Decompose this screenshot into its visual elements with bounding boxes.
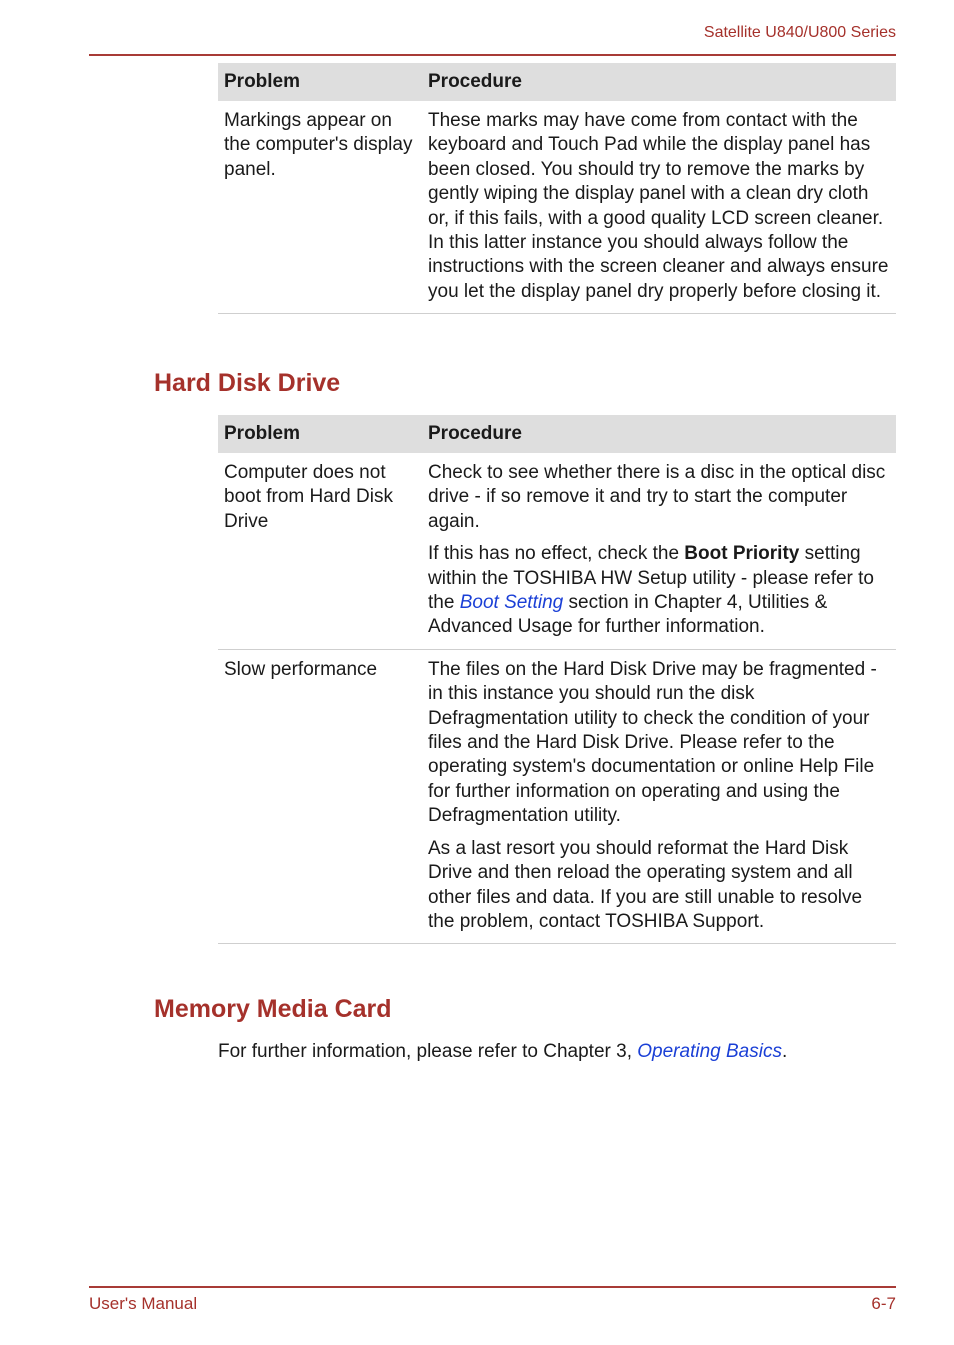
hard-disk-problem-table — [218, 415, 896, 944]
text-run: If this has no effect, check the — [428, 543, 685, 565]
text-run: section in Chapter 4, Utilities & Advanced Usage for further information. — [428, 592, 828, 638]
problem-cell: Computer does not boot from Hard Disk Drive — [218, 453, 422, 649]
table-row — [218, 101, 896, 314]
running-header-title: Satellite U840/U800 Series — [703, 24, 896, 41]
procedure-paragraph: As a last resort you should reformat the Hard Disk Drive and then reload the operating system and all other files and data. If you are still unable to resolve the problem, contact TOSHIBA Support. — [428, 837, 863, 932]
boot-setting-link[interactable]: Boot Setting — [459, 592, 564, 614]
table-header-row — [218, 415, 896, 453]
procedure-cell: These marks may have come from contact with the keyboard and Touch Pad while the display panel has been closed. You should try to remove the marks by gently wiping the display panel with a clean dry cloth or, if this fails, with a good quality LCD screen cleaner. In this latter instance you should always follow the instructions with the screen cleaner and always ensure you let the display panel dry properly before closing it. — [422, 101, 896, 314]
procedure-paragraph — [428, 542, 890, 640]
procedure-cell — [422, 453, 896, 649]
text-run: . — [781, 1041, 788, 1062]
operating-basics-link[interactable]: Operating Basics — [637, 1041, 782, 1062]
table-row — [218, 649, 896, 943]
display-problem-table — [218, 63, 896, 314]
column-header-problem: Problem — [218, 63, 422, 101]
procedure-cell — [422, 649, 896, 943]
table-header-row — [218, 63, 896, 101]
column-header-procedure: Procedure — [422, 63, 896, 101]
column-header-problem: Problem — [218, 415, 422, 453]
section-heading-hard-disk-drive: Hard Disk Drive — [154, 369, 341, 397]
footer-page-number: 6-7 — [871, 1294, 896, 1313]
header-rule — [89, 54, 896, 56]
table-row — [218, 453, 896, 649]
problem-cell: Slow performance — [218, 649, 422, 943]
bold-term-boot-priority: Boot Priority — [684, 543, 800, 565]
section-heading-memory-media-card: Memory Media Card — [154, 995, 392, 1023]
footer-manual-title: User's Manual — [89, 1294, 198, 1313]
text-run: For further information, please refer to Chapter 3, — [218, 1041, 638, 1062]
column-header-procedure: Procedure — [422, 415, 896, 453]
procedure-paragraph: Check to see whether there is a disc in the optical disc drive - if so remove it and try to start the computer again. — [428, 462, 886, 532]
text-run: setting within the TOSHIBA HW Setup utility - please refer to the — [428, 543, 874, 614]
procedure-paragraph: The files on the Hard Disk Drive may be fragmented - in this instance you should run the disk Defragmentation utility to check the condition of your files and the Hard Disk Drive. Please refer to the operating system's documentation or online Help File for further information on operating and using the Defragmentation utility. — [428, 658, 877, 827]
problem-cell: Markings appear on the computer's display panel. — [218, 101, 422, 314]
memory-media-card-paragraph — [218, 1041, 787, 1063]
footer-rule — [89, 1286, 896, 1288]
